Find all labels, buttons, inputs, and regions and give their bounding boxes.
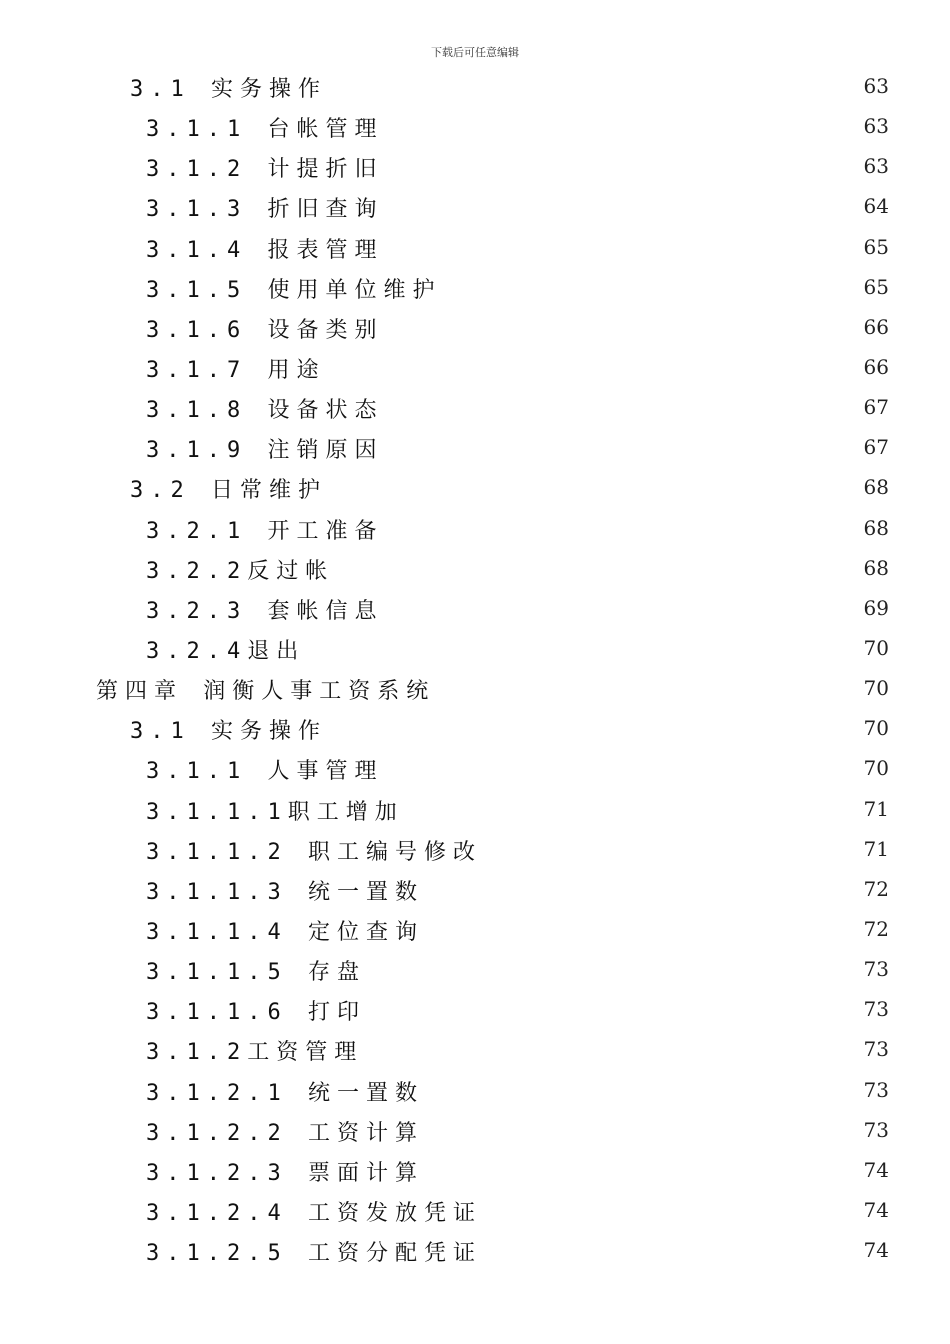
toc-chapter-entry[interactable] <box>0 668 950 708</box>
toc-entry-page: 72 <box>863 876 889 901</box>
toc-entry-page: 72 <box>863 916 889 941</box>
toc-entry-title: 3.1.1.4 定位查询 <box>146 919 424 945</box>
toc-entry-title: 3.1.2工资管理 <box>146 1040 364 1066</box>
toc-entry[interactable] <box>0 748 950 788</box>
toc-entry-title: 3.1 实务操作 <box>130 719 327 745</box>
toc-entry-title: 3.2.3 套帐信息 <box>146 598 384 624</box>
toc-entry[interactable] <box>0 106 950 146</box>
toc-entry-title: 3.2.4退出 <box>146 638 306 664</box>
toc-entry[interactable] <box>0 1029 950 1069</box>
toc-entry-title: 3.1.1 台帐管理 <box>146 117 384 143</box>
toc-entry[interactable] <box>0 588 950 628</box>
toc-entry-page: 68 <box>863 555 889 580</box>
toc-entry-page: 69 <box>863 595 889 620</box>
toc-entry[interactable] <box>0 387 950 427</box>
toc-entry-page: 70 <box>863 716 889 741</box>
toc-entry-title: 3.1.2.1 统一置数 <box>146 1080 424 1106</box>
toc-entry-page: 63 <box>863 74 889 98</box>
toc-entry[interactable] <box>0 1070 950 1110</box>
toc-entry-title: 3.1.4 报表管理 <box>146 237 384 263</box>
toc-entry-page: 67 <box>863 395 889 420</box>
toc-entry-page: 70 <box>863 756 889 781</box>
toc-entry-page: 64 <box>863 194 889 219</box>
toc-entry-page: 65 <box>863 274 889 299</box>
toc-entry[interactable] <box>0 949 950 989</box>
toc-entry-page: 71 <box>863 796 889 821</box>
toc-entry-title: 3.1 实务操作 <box>130 77 327 102</box>
toc-entry[interactable] <box>0 708 950 748</box>
toc-entry[interactable] <box>0 829 950 869</box>
toc-entry-page: 66 <box>863 314 889 339</box>
toc-entry-page: 67 <box>863 435 889 460</box>
toc-entry[interactable] <box>0 548 950 588</box>
toc-entry-title: 3.2.1 开工准备 <box>146 518 384 544</box>
toc-entry-title: 3.2.2反过帐 <box>146 558 335 584</box>
toc-entry[interactable] <box>0 227 950 267</box>
page-header: 下载后可任意编辑 <box>431 46 519 59</box>
toc-entry-title: 3.2 日常维护 <box>130 478 327 504</box>
toc-entry-page: 70 <box>863 676 889 701</box>
toc-entry[interactable] <box>0 146 950 186</box>
toc-entry-page: 73 <box>863 1037 889 1062</box>
toc-entry[interactable] <box>0 789 950 829</box>
toc-entry-title: 3.1.9 注销原因 <box>146 438 384 464</box>
toc-entry-title: 3.1.7 用途 <box>146 357 326 383</box>
toc-entry-title: 3.1.1.6 打印 <box>146 1000 366 1026</box>
toc-entry[interactable] <box>0 427 950 467</box>
toc-entry-title: 3.1.2.5 工资分配凭证 <box>146 1241 482 1267</box>
toc-entry[interactable] <box>0 186 950 226</box>
toc-entry-page: 73 <box>863 997 889 1022</box>
toc-entry-page: 68 <box>863 515 889 540</box>
toc-entry[interactable] <box>0 508 950 548</box>
toc-entry-title: 3.1.3 折旧查询 <box>146 197 384 223</box>
toc-entry-title: 3.1.1.3 统一置数 <box>146 879 424 905</box>
toc-entry[interactable] <box>0 989 950 1029</box>
toc-entry-title: 3.1.2.4 工资发放凭证 <box>146 1200 482 1226</box>
toc-entry-page: 68 <box>863 475 889 500</box>
toc-entry-page: 63 <box>863 154 889 179</box>
toc-entry[interactable] <box>0 347 950 387</box>
toc-entry[interactable] <box>0 909 950 949</box>
toc-entry-title: 3.1.1.1职工增加 <box>146 799 404 825</box>
toc-entry[interactable] <box>0 467 950 507</box>
toc-entry[interactable] <box>0 307 950 347</box>
toc-entry[interactable] <box>0 869 950 909</box>
toc-entry-title: 3.1.2.3 票面计算 <box>146 1160 424 1186</box>
toc-entry-page: 65 <box>863 234 889 259</box>
toc-entry[interactable] <box>0 1230 950 1270</box>
toc-entry-title: 3.1.1.5 存盘 <box>146 960 366 986</box>
toc-entry[interactable] <box>0 1150 950 1190</box>
toc-entry-title: 3.1.5 使用单位维护 <box>146 277 442 303</box>
toc-entry[interactable] <box>0 1190 950 1230</box>
table-of-contents <box>0 66 950 1270</box>
toc-entry-title: 3.1.1 人事管理 <box>146 759 384 785</box>
toc-entry-page: 74 <box>863 1238 889 1263</box>
toc-entry-title: 3.1.1.2 职工编号修改 <box>146 839 482 865</box>
toc-entry-page: 74 <box>863 1197 889 1222</box>
toc-entry-page: 63 <box>863 114 889 139</box>
toc-entry-page: 71 <box>863 836 889 861</box>
toc-entry[interactable] <box>0 628 950 668</box>
toc-entry[interactable] <box>0 267 950 307</box>
toc-entry-page: 73 <box>863 1077 889 1102</box>
toc-entry-title: 3.1.2 计提折旧 <box>146 157 384 183</box>
toc-entry-page: 73 <box>863 957 889 982</box>
toc-entry-page: 74 <box>863 1157 889 1182</box>
toc-entry-title: 3.1.8 设备状态 <box>146 398 384 424</box>
toc-entry-title: 3.1.6 设备类别 <box>146 317 384 343</box>
toc-entry-page: 66 <box>863 354 889 379</box>
toc-entry-title: 3.1.2.2 工资计算 <box>146 1120 424 1146</box>
toc-entry-title: 第四章 润衡人事工资系统 <box>96 679 436 705</box>
toc-entry[interactable] <box>0 66 950 106</box>
toc-entry[interactable] <box>0 1110 950 1150</box>
toc-entry-page: 70 <box>863 635 889 660</box>
toc-entry-page: 73 <box>863 1117 889 1142</box>
